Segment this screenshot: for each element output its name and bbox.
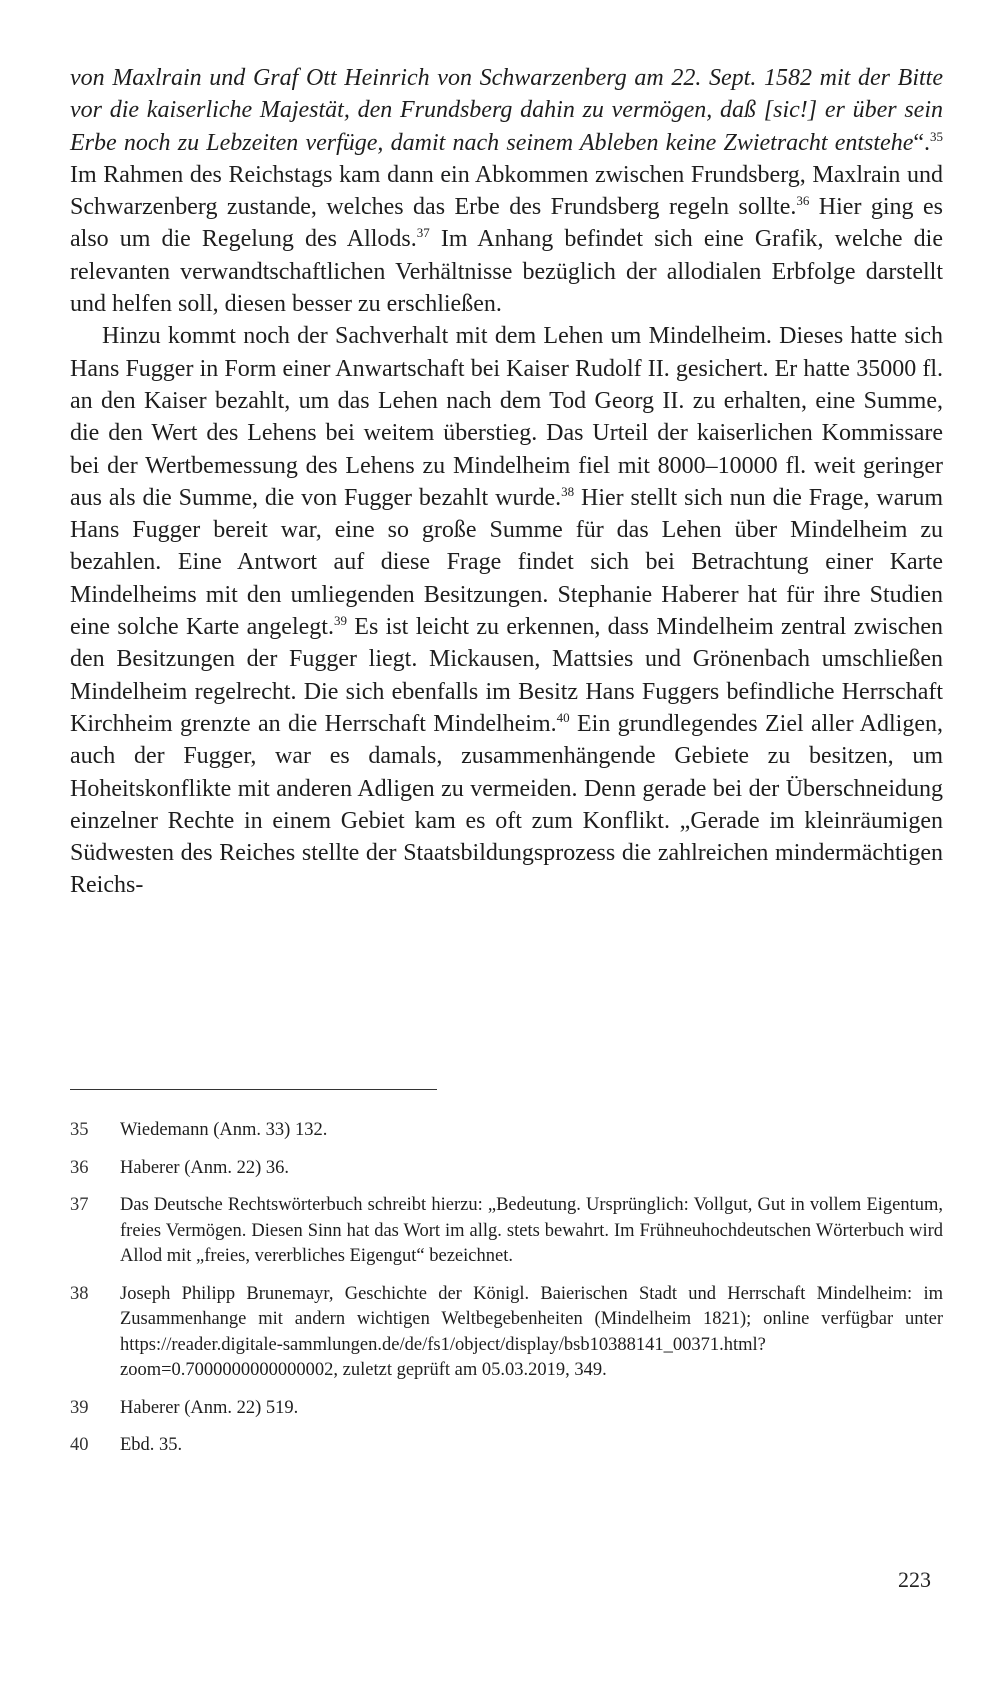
footnote-37 [70,1193,943,1270]
footnote-number: 38 [70,1283,89,1304]
body-text [70,62,943,902]
footnote-text: Ebd. 35. [120,1435,183,1455]
sentence: Im Anhang befindet sich eine Grafik, welche die relevanten verwandtschaftlichen Verhältnisse bezüglich der allodialen Erbfolge darstellt und helfen soll, diesen besser zu erschließen. [70,226,943,318]
footnotes [70,1118,943,1471]
footnote-text: Das Deutsche Rechtswörterbuch schreibt hierzu: „Bedeutung. Ursprünglich: Vollgut, Gut in vollem Eigentum, freies Vermögen. Diesen Sinn hat das Wort im allg. stets bewahrt. Im Frühneuhochdeutschen Wörterbuch wird Allod mit „freies, vererbliches Eigengut“ bezeichnet. [120,1195,943,1266]
sentence: Ein grundlegendes Ziel aller Adligen, auch der Fugger, war es damals, zusammenhängende Gebiete zu besitzen, um Hoheitskonflikte mit anderen Adligen zu vermeiden. Denn gerade bei der Überschneidung einzelner Rechte in einem Gebiet kam es oft zum Konflikt. „Gerade im kleinräumigen Südwesten des Reiches stellte der Staatsbildungsprozess die zahlreichen mindermächtigen Reichs- [70,710,944,899]
footnote-number: 36 [70,1157,89,1178]
footnote-ref-40[interactable]: 40 [556,709,570,725]
sentence: Im Rahmen des Reichstags kam dann ein Abkommen zwischen Frundsberg, Maxlrain und Schwarzenberg zustande, welches das Erbe des Frundsberg regeln sollte. [70,161,943,221]
page-number: 223 [898,1567,931,1592]
footnote-36 [70,1156,943,1182]
sentence: Hier stellt sich nun die Frage, warum Hans Fugger bereit war, eine so große Summe für das Lehen über Mindelheim zu bezahlen. Eine Antwort auf diese Frage findet sich bei Betrachtung einer Karte Mindelheims mit den umliegenden Besitzungen. Stephanie Haberer hat für ihre Studien eine solche Karte angelegt. [70,484,944,641]
footnote-text: Joseph Philipp Brunemayr, Geschichte der Königl. Baierischen Stadt und Herrschaft Mindelheim: im Zusammenhange mit andern wichtigen Weltbegebenheiten (Mindelheim 1821); online verfügbar unter https://reader.digitale-sammlungen.de/de/fs1/object/display/bsb10388141_00371.html?zoom=0.7000000000000002, zuletzt geprüft am 05.03.2019, 349. [120,1283,943,1380]
quotation-close: “. [913,129,930,156]
footnote-ref-36[interactable]: 36 [796,193,810,209]
footnote-number: 39 [70,1397,89,1418]
footnote-text: Haberer (Anm. 22) 519. [120,1397,299,1418]
paragraph-1 [70,62,943,320]
sentence: Hier ging es also um die Regelung des Allods. [70,194,943,253]
footnote-divider [70,1089,437,1090]
footnote-ref-39[interactable]: 39 [333,613,347,629]
footnote-ref-38[interactable]: 38 [561,483,575,499]
footnote-39 [70,1396,943,1422]
footnote-number: 37 [70,1195,89,1215]
footnote-ref-35[interactable]: 35 [930,128,943,144]
sentence: Es ist leicht zu erkennen, dass Mindelheim zentral zwischen den Besitzungen der Fugger liegt. Mickausen, Mattsies und Grönenbach umschließen Mindelheim regelrecht. Die sich ebenfalls im Besitz Hans Fuggers befindliche Herrschaft Kirchheim grenzte an die Herrschaft Mindelheim. [70,614,943,737]
paragraph-2 [70,320,943,901]
quotation: von Maxlrain und Graf Ott Heinrich von Schwarzenberg am 22. Sept. 1582 mit der Bitte vor die kaiserliche Majestät, den Frundsberg dahin zu vermögen, daß [sic!] er über sein Erbe noch zu Lebzeiten verfüge, damit nach seinem Ableben keine Zwietracht entstehe [70,65,943,156]
footnote-number: 35 [70,1120,89,1140]
footnote-ref-37[interactable]: 37 [416,225,430,241]
footnote-38 [70,1282,943,1384]
footnote-35 [70,1118,943,1144]
sentence: Hinzu kommt noch der Sachverhalt mit dem Lehen um Mindelheim. Dieses hatte sich Hans Fugger in Form einer Anwartschaft bei Kaiser Rudolf II. gesichert. Er hatte 35000 fl. an den Kaiser bezahlt, um das Lehen nach dem Tod Georg II. zu erhalten, eine Summe, die den Wert des Lehens bei weitem überstieg. Das Urteil der kaiserlichen Kommissare bei der Wertbemessung des Lehens zu Mindelheim fiel mit 8000–10000 fl. weit geringer aus als die Summe, die von Fugger bezahlt wurde. [70,323,943,511]
footnote-40 [70,1433,943,1459]
footnote-text: Wiedemann (Anm. 33) 132. [120,1120,328,1140]
footnote-text: Haberer (Anm. 22) 36. [120,1157,290,1178]
footnote-number: 40 [70,1435,89,1455]
